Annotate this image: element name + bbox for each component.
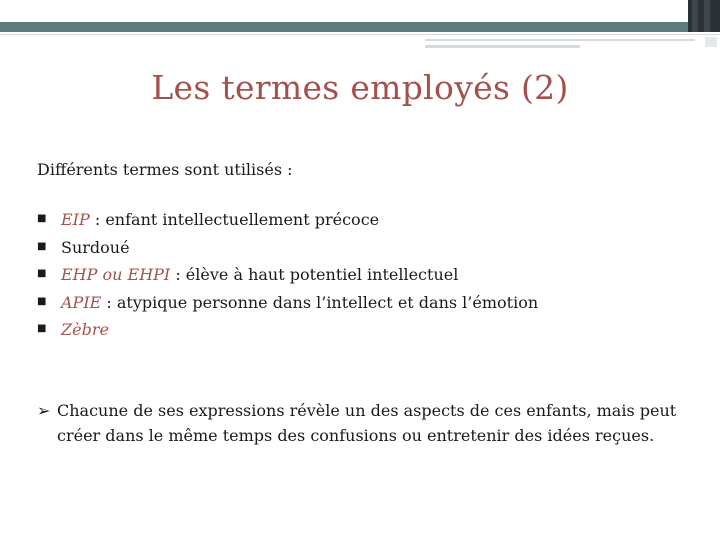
list-item xyxy=(37,320,538,348)
square-bullet-icon: ■ xyxy=(37,268,47,279)
term-definition: : élève à haut potentiel intellectuel xyxy=(170,265,459,284)
list-item xyxy=(37,210,538,238)
header-bar xyxy=(0,22,688,32)
term-definition: Surdoué xyxy=(61,237,130,257)
slide-title: Les termes employés (2) xyxy=(151,68,569,107)
list-item xyxy=(37,293,538,321)
term-definition: : atypique personne dans l’intellect et dans l’émotion xyxy=(101,292,539,312)
arrow-bullet-icon: ➢ xyxy=(37,401,51,420)
term-connector: ou xyxy=(97,265,128,284)
term-label: EHP xyxy=(61,265,98,284)
square-bullet-icon: ■ xyxy=(37,240,47,252)
term-definition: : enfant intellectuellement précoce xyxy=(89,210,380,229)
square-bullet-icon: ■ xyxy=(37,213,47,224)
term-label: EIP xyxy=(61,210,90,229)
list-item xyxy=(37,265,538,293)
term-label-alt: EHPI xyxy=(127,265,171,284)
header-accent-line-short xyxy=(425,45,580,48)
intro-text: Différents termes sont utilisés : xyxy=(37,160,293,179)
header-accent-line xyxy=(425,39,695,41)
conclusion-text: Chacune de ses expressions révèle un des aspects de ces enfants, mais peut créer dans le même temps des confusions ou entretenir des idées reçues. xyxy=(57,401,677,445)
square-bullet-icon: ■ xyxy=(37,323,47,334)
term-label: APIE xyxy=(61,292,102,312)
list-item xyxy=(37,238,538,266)
conclusion-paragraph xyxy=(37,398,687,448)
term-label: Zèbre xyxy=(61,320,109,339)
header-corner-block xyxy=(688,0,720,32)
term-list xyxy=(37,210,538,348)
square-bullet-icon: ■ xyxy=(37,295,47,307)
header-divider xyxy=(0,34,720,35)
header-accent-square xyxy=(705,37,717,47)
